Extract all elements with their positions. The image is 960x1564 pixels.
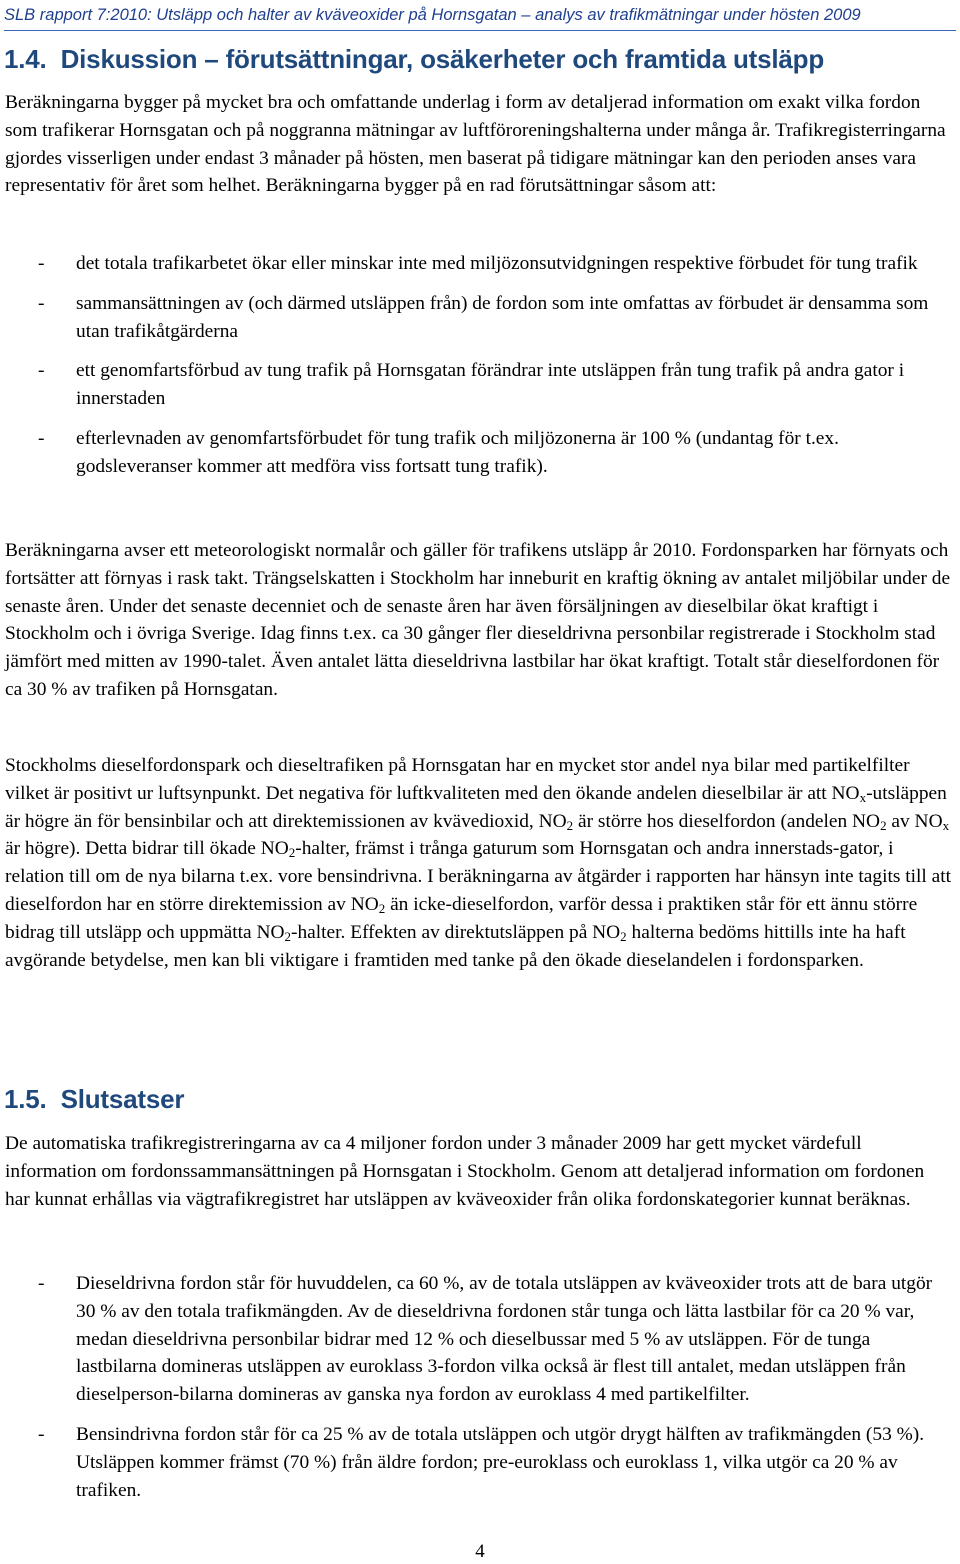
text-run: är högre). Detta bidrar till ökade NO [5, 838, 289, 860]
bullet-dash: - [38, 1423, 45, 1445]
text-run: halterna bedöms hittills inte ha haft avgörande betydelse, men kan bli viktigare i framtiden med tanke på den ökade dieselandelen i fordonsparken. [5, 921, 906, 971]
text-run: av NO [886, 810, 943, 832]
text-run: är större hos dieselfordon (andelen NO [573, 810, 881, 832]
intro-paragraph: Beräkningarna bygger på mycket bra och omfattande underlag i form av detaljerad information om exakt vilka fordon som trafikerar Hornsgatan och på noggranna mätningar av luftföroreningshalterna under många år. Trafikregisterringarna gjordes visserligen under endast 3 månader på hösten, men baserat på tidigare mätningar kan den perioden anses vara representativ för året som helhet. Beräkningarna bygger på en rad förutsättningar såsom att: [5, 92, 946, 197]
section-number: 1.4. [4, 44, 47, 74]
subscript: 2 [378, 900, 386, 916]
list-item [5, 1270, 953, 1409]
section-title: Slutsatser [60, 1084, 185, 1114]
conclusions-intro: De automatiska trafikregistreringarna av ca 4 miljoner fordon under 3 månader 2009 har gett mycket värdefull information om fordonssammansättningen på Hornsgatan i Stockholm. Genom att detaljerad information om fordonen har kunnat erhållas via vägtrafikregistret har utsläppen av kväveoxider från olika fordonskategorier kunnat beräknas. [5, 1133, 925, 1210]
text-run: -halter, främst i trånga gaturum som Hornsgatan och andra innerstads-gator, i relation till om de nya bilarna t.ex. vore bensindrivna. I beräkningarna av åtgärder i rapporten har hänsyn inte tagits till att dieselfordon har en större direktemission av NO [5, 838, 952, 915]
list-item [5, 290, 953, 346]
bullet-dash: - [38, 253, 45, 274]
bullet-dash: - [38, 1273, 45, 1294]
section-heading-1-4 [4, 44, 824, 75]
subscript: 2 [880, 817, 887, 833]
subscript: 2 [288, 845, 296, 861]
subscript: 2 [566, 817, 574, 833]
list-item-text: Bensindrivna fordon står för ca 25 % av de totala utsläppen och utgör drygt hälften av trafikmängden (53 %). Utsläppen kommer främst (70 %) från äldre fordon; pre-euroklass och euroklass 1, vilka utgör ca 20 % av trafiken. [76, 1423, 925, 1501]
subscript: x [859, 789, 867, 805]
section-title: Diskussion – förutsättningar, osäkerheter och framtida utsläpp [60, 44, 825, 74]
subscript: 2 [284, 928, 291, 944]
bullet-dash: - [38, 360, 45, 382]
section-number: 1.5. [4, 1084, 47, 1114]
section-heading-1-5 [4, 1084, 184, 1115]
running-header: SLB rapport 7:2010: Utsläpp och halter av kväveoxider på Hornsgatan – analys av trafikmätningar under hösten 2009 [4, 6, 861, 24]
list-item [5, 357, 953, 413]
text-run: än icke-dieselfordon, varför dessa i praktiken står för ett ännu större bidrag till utsläpp och uppmätta NO [5, 893, 918, 943]
list-item-text: ett genomfartsförbud av tung trafik på Hornsgatan förändrar inte utsläppen från tung trafik på andra gator i innerstaden [76, 360, 905, 410]
fleet-paragraph: Beräkningarna avser ett meteorologiskt normalår och gäller för trafikens utsläpp år 2010. Fordonsparken har förnyats och fortsätter att förnyas i rask takt. Trängselskatten i Stockholm har inneburit en kraftig ökning av antalet miljöbilar under de senaste åren. Under det senaste decenniet och de senaste åren har även försäljningen av dieselbilar ökat kraftigt i Stockholm och i övriga Sverige. Idag finns t.ex. ca 30 gånger fler dieseldrivna personbilar registrerade i Stockholm stad jämfört med mitten av 1990-talet. Även antalet lätta dieseldrivna lastbilar har ökat kraftigt. Totalt står dieselfordonen för ca 30 % av trafiken på Hornsgatan. [5, 540, 951, 700]
assumptions-list [5, 250, 953, 493]
subscript: 2 [620, 928, 627, 944]
list-item-text: det totala trafikarbetet ökar eller minskar inte med miljözonsutvidgningen respektive förbudet för tung trafik [76, 253, 918, 274]
header-rule [4, 30, 956, 31]
list-item [5, 250, 953, 278]
text-run: Stockholms dieselfordonspark och dieseltrafiken på Hornsgatan har en mycket stor andel nya bilar med partikelfilter vilket är positivt ur luftsynpunkt. Det negativa för luftkvaliteten med den ökande andelen dieselbilar är att NO [5, 755, 910, 804]
text-run: -halter. Effekten av direktutsläppen på NO [291, 921, 621, 943]
subscript: x [942, 817, 950, 833]
list-item-text: efterlevnaden av genomfartsförbudet för tung trafik och miljözonerna är 100 % (undantag för t.ex. godsleveranser kommer att medföra viss fortsatt tung trafik). [76, 427, 839, 477]
text-run: -utsläppen är högre än för bensinbilar och att direktemissionen av kvävedioxid, NO [5, 782, 947, 832]
bullet-dash: - [38, 292, 45, 314]
list-item [5, 1421, 953, 1504]
list-item-text: Dieseldrivna fordon står för huvuddelen, ca 60 %, av de totala utsläppen av kväveoxider trots att de bara utgör 30 % av den totala trafikmängden. Av de dieseldrivna fordonen står tunga och lätta lastbilar för ca 20 % var, medan dieseldrivna personbilar bidrar med 12 % och dieselbussar med 5 % av utsläppen. För de tunga lastbilarna domineras utsläppen av euroklass 3-fordon vilka också är flest till antalet, medan utsläppen från dieselperson-bilarna domineras av ganska nya fordon av euroklass 4 med partikelfilter. [76, 1273, 933, 1406]
page-number: 4 [475, 1541, 485, 1562]
list-item-text: sammansättningen av (och därmed utsläppen från) de fordon som inte omfattas av förbudet är densamma som utan trafikåtgärderna [76, 292, 929, 342]
bullet-dash: - [38, 427, 45, 449]
conclusions-list [5, 1270, 953, 1516]
list-item [5, 425, 953, 481]
diesel-paragraph [5, 752, 953, 974]
